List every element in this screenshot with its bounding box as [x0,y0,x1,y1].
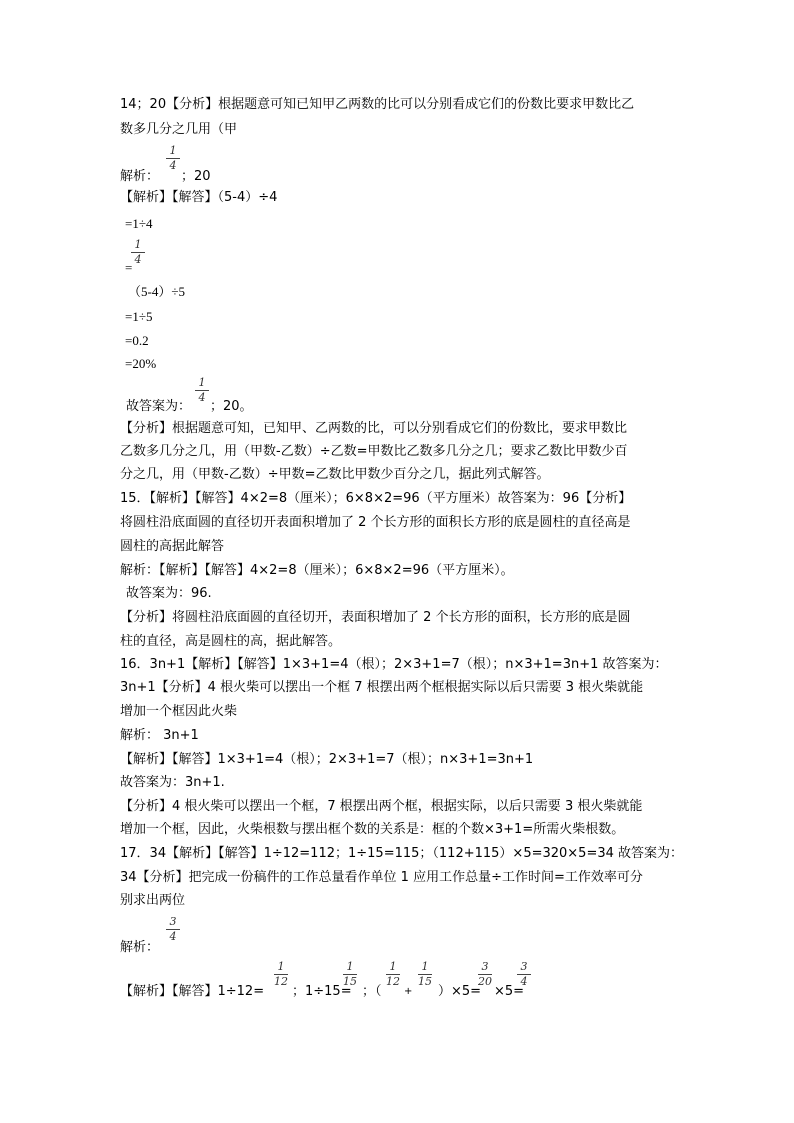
fraction: 3 20 [478,960,492,988]
p14-jiexi-label: 解析： [120,169,160,184]
p14-step-2: = [125,260,133,275]
p15-analysis-2: 柱的直径，高是圆柱的高，据此解答。 [120,634,342,649]
p15-line-2: 将圆柱沿底面圆的直径切开表面积增加了 2 个长方形的面积长方形的底是圆柱的直径高是 [120,515,631,530]
p16-line-1: 16．3n+1【解析】【解答】1×3+1=4（根）；2×3+1=7（根）；n×3+1=3n+1 故答案为： [120,657,668,672]
p14-answer-label: 故答案为： [126,399,192,414]
p14-line-2: 数多几分之几用（甲 [120,122,238,137]
p17-line-3: 别求出两位 [120,893,186,908]
p17-line-2: 34【分析】把完成一份稿件的工作总量看作单位 1 应用工作总量÷工作时间=工作效率可分 [120,870,643,885]
p17-solution-b: ；1÷15= [292,984,352,999]
p14-answer-value: ；20。 [210,399,253,414]
fraction: 3 4 [517,961,531,988]
p16-line-3: 增加一个框因此火柴 [120,704,238,719]
p16-solution: 【解析】【解答】1×3+1=4（根）；2×3+1=7（根）；n×3+1=3n+1 [120,752,534,767]
p15-analysis-1: 【分析】将圆柱沿底面圆的直径切开，表面积增加了 2 个长方形的面积，长方形的底是圆 [120,610,631,625]
p14-step-5: =0.2 [125,333,149,348]
p17-solution-e: ×5= [494,984,525,999]
fraction: 1 15 [418,960,432,988]
p17-solution-c: ；（ [362,984,382,999]
fraction: 1 4 [131,239,145,266]
p14-line-1: 14；20【分析】根据题意可知已知甲乙两数的比可以分别看成它们的份数比要求甲数比乙 [120,97,635,112]
plus-sign: + [404,986,413,997]
p15-line-3: 圆柱的高据此解答 [120,539,225,554]
p17-solution-a: 【解析】【解答】1÷12= [120,984,265,999]
fraction: 1 4 [166,145,180,172]
p16-line-2: 3n+1【分析】4 根火柴可以摆出一个框 7 根摆出两个框根据实际以后只需要 3 根火柴就能 [120,680,644,695]
fraction: 1 4 [195,377,209,404]
p14-analysis-1: 【分析】根据题意可知，已知甲、乙两数的比，可以分别看成它们的份数比，要求甲数比 [120,421,628,436]
p14-step-3: （5-4）÷5 [128,284,185,299]
p16-analysis-1: 【分析】4 根火柴可以摆出一个框，7 根摆出两个框，根据实际，以后只需要 3 根火柴就能 [120,799,643,814]
p14-step-4: =1÷5 [125,309,153,324]
p14-jiexi-answer: ；20 [181,169,211,184]
p17-solution-d: ）×5= [438,984,482,999]
p17-jiexi-label: 解析： [120,940,160,955]
fraction: 1 12 [274,960,288,988]
p16-jiexi: 解析： 3n+1 [120,728,199,743]
p14-analysis-3: 分之几，用（甲数-乙数）÷甲数=乙数比甲数少百分之几，据此列式解答。 [120,467,550,482]
p17-line-1: 17．34【解析】【解答】1÷12=112；1÷15=115；（112+115）×5=320×5=34 故答案为： [120,846,684,861]
p14-solution-header: 【解析】【解答】（5-4）÷4 [120,190,278,205]
p15-answer: 故答案为：96. [126,586,212,601]
fraction: 1 15 [343,960,357,988]
p16-analysis-2: 增加一个框，因此，火柴根数与摆出框个数的关系是：框的个数×3+1=所需火柴根数。 [120,822,625,837]
p15-jiexi: 解析：【解析】【解答】4×2=8（厘米）；6×8×2=96（平方厘米）。 [120,563,514,578]
p15-line-1: 15．【解析】【解答】4×2=8（厘米）；6×8×2=96（平方厘米）故答案为：96【分析】 [120,491,632,506]
p16-answer: 故答案为：3n+1. [120,775,225,790]
p14-step-1: =1÷4 [125,216,153,231]
p14-analysis-2: 乙数多几分之几，用（甲数-乙数）÷乙数=甲数比乙数多几分之几；要求乙数比甲数少百 [120,444,628,459]
fraction: 1 12 [386,960,400,988]
p14-step-6: =20% [125,356,157,371]
fraction: 3 4 [166,916,180,943]
